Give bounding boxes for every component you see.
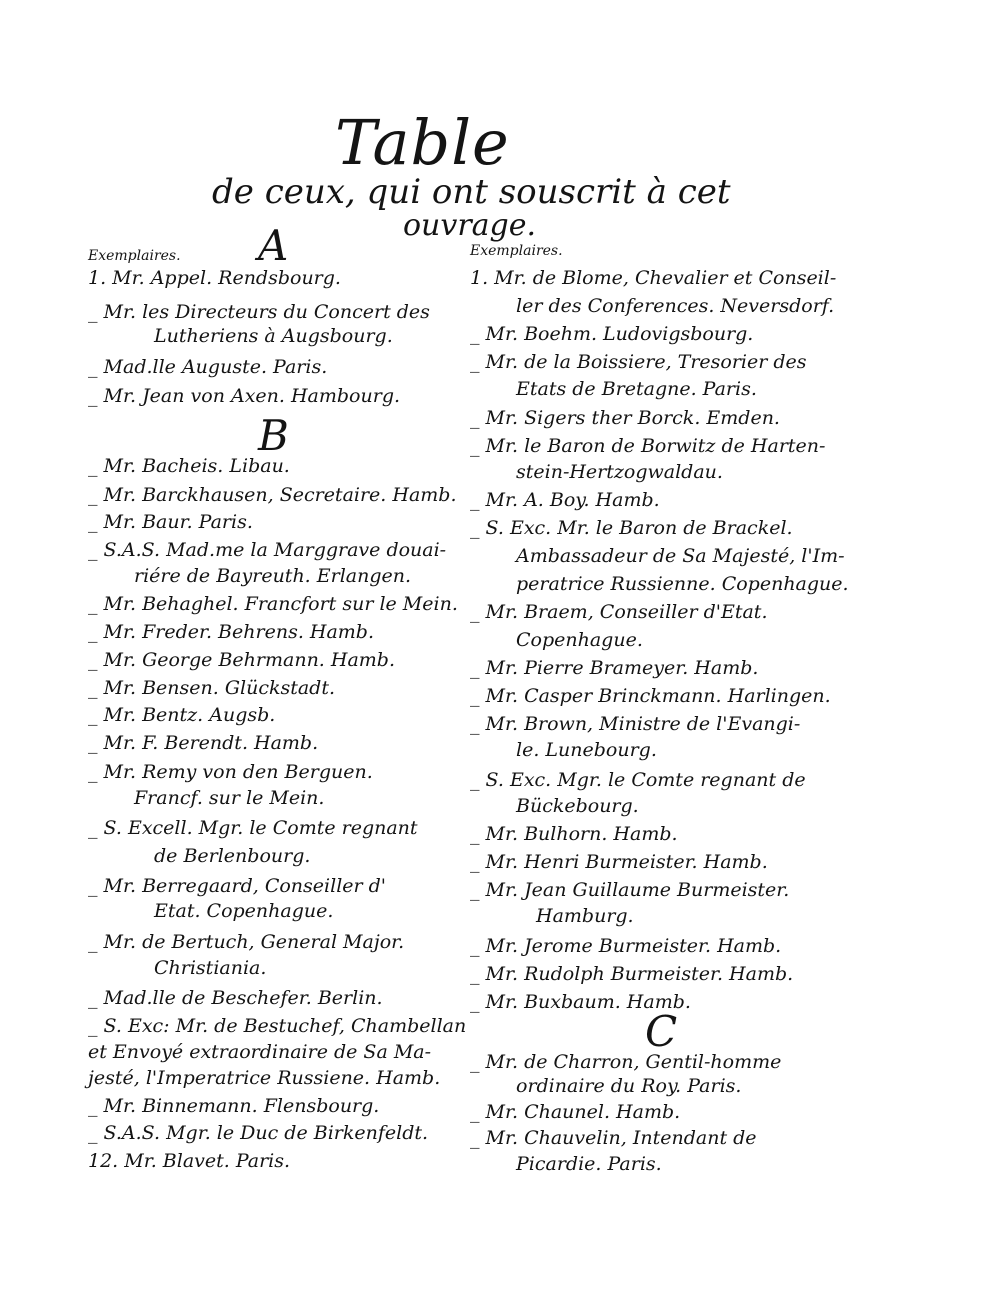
list-item-continuation: Christiania. xyxy=(154,957,267,979)
list-item: _ S. Exc: Mr. de Bestuchef, Chambellan xyxy=(88,1015,467,1037)
list-item-continuation: de Berlenbourg. xyxy=(154,845,311,867)
list-item: _ Mr. de Bertuch, General Major. xyxy=(88,931,405,953)
list-item: _ Mr. Jean von Axen. Hambourg. xyxy=(88,385,401,407)
list-item: _ Mr. les Directeurs du Concert des xyxy=(88,301,430,323)
list-item: _ Mr. de la Boissiere, Tresorier des xyxy=(470,351,807,373)
list-item: _ Mad.lle de Beschefer. Berlin. xyxy=(88,987,383,1009)
list-item: 1. Mr. Appel. Rendsbourg. xyxy=(88,267,341,289)
list-item-continuation: ler des Conferences. Neversdorf. xyxy=(516,295,835,317)
list-item: _ Mr. Boehm. Ludovigsbourg. xyxy=(470,323,754,345)
list-item: _ Mad.lle Auguste. Paris. xyxy=(88,356,328,378)
list-item-continuation: peratrice Russienne. Copenhague. xyxy=(516,573,849,595)
list-item: _ Mr. Bulhorn. Hamb. xyxy=(470,823,678,845)
list-item-continuation: Copenhague. xyxy=(516,629,643,651)
list-item: _ Mr. Bacheis. Libau. xyxy=(88,455,290,477)
list-item: _ S. Exc. Mgr. le Comte regnant de xyxy=(470,769,806,791)
list-item: _ Mr. Berregaard, Conseiller d' xyxy=(88,875,387,897)
right-column-header: Exemplaires. xyxy=(470,243,563,259)
list-item-continuation: Hamburg. xyxy=(536,905,634,927)
list-item: _ Mr. Chaunel. Hamb. xyxy=(470,1101,681,1123)
left-column-header: Exemplaires. xyxy=(88,248,181,264)
list-item: _ Mr. Henri Burmeister. Hamb. xyxy=(470,851,768,873)
list-item-continuation: Etat. Copenhague. xyxy=(154,900,334,922)
list-item-continuation: Lutheriens à Augsbourg. xyxy=(154,325,393,347)
list-item: _ S. Excell. Mgr. le Comte regnant xyxy=(88,817,418,839)
list-item: _ Mr. Behaghel. Francfort sur le Mein. xyxy=(88,593,458,615)
list-item: _ Mr. Bensen. Glückstadt. xyxy=(88,677,336,699)
list-item: 12. Mr. Blavet. Paris. xyxy=(88,1150,291,1172)
list-item: _ Mr. F. Berendt. Hamb. xyxy=(88,732,319,754)
list-item: _ Mr. Buxbaum. Hamb. xyxy=(470,991,691,1013)
list-item: _ Mr. Jerome Burmeister. Hamb. xyxy=(470,935,782,957)
list-item: _ Mr. Sigers ther Borck. Emden. xyxy=(470,407,780,429)
list-item: _ Mr. Binnemann. Flensbourg. xyxy=(88,1095,380,1117)
list-item: _ Mr. Chauvelin, Intendant de xyxy=(470,1127,757,1149)
list-item: _ S.A.S. Mgr. le Duc de Birkenfeldt. xyxy=(88,1122,429,1144)
list-item-continuation: et Envoyé extraordinaire de Sa Ma- xyxy=(88,1041,432,1063)
list-item: _ Mr. Pierre Brameyer. Hamb. xyxy=(470,657,759,679)
list-item: _ Mr. George Behrmann. Hamb. xyxy=(88,649,395,671)
list-item-continuation: riére de Bayreuth. Erlangen. xyxy=(134,565,412,587)
section-letter-c: C xyxy=(645,1007,678,1056)
list-item: _ Mr. Baur. Paris. xyxy=(88,511,253,533)
list-item: _ Mr. Braem, Conseiller d'Etat. xyxy=(470,601,768,623)
list-item-continuation: Picardie. Paris. xyxy=(516,1153,662,1175)
list-item: _ Mr. Bentz. Augsb. xyxy=(88,704,276,726)
list-item: _ Mr. Remy von den Berguen. xyxy=(88,761,373,783)
section-letter-a: A xyxy=(258,221,289,270)
page-subtitle: de ceux, qui ont souscrit à cet xyxy=(212,172,731,212)
list-item: _ Mr. Rudolph Burmeister. Hamb. xyxy=(470,963,794,985)
list-item: _ Mr. Barckhausen, Secretaire. Hamb. xyxy=(88,484,457,506)
list-item: _ Mr. Casper Brinckmann. Harlingen. xyxy=(470,685,831,707)
list-item-continuation: Ambassadeur de Sa Majesté, l'Im- xyxy=(516,545,845,567)
list-item: _ S.A.S. Mad.me la Marggrave douai- xyxy=(88,539,447,561)
list-item: _ Mr. Freder. Behrens. Hamb. xyxy=(88,621,375,643)
list-item: _ Mr. Brown, Ministre de l'Evangi- xyxy=(470,713,801,735)
list-item: 1. Mr. de Blome, Chevalier et Conseil- xyxy=(470,267,837,289)
list-item-continuation: jesté, l'Imperatrice Russiene. Hamb. xyxy=(88,1067,441,1089)
list-item: _ Mr. A. Boy. Hamb. xyxy=(470,489,660,511)
list-item-continuation: stein-Hertzogwaldau. xyxy=(516,461,723,483)
list-item: _ S. Exc. Mr. le Baron de Brackel. xyxy=(470,517,793,539)
page-subtitle-continued: ouvrage. xyxy=(403,208,537,243)
list-item-continuation: Bückebourg. xyxy=(516,795,639,817)
list-item-continuation: le. Lunebourg. xyxy=(516,739,657,761)
list-item: _ Mr. le Baron de Borwitz de Harten- xyxy=(470,435,826,457)
list-item: _ Mr. Jean Guillaume Burmeister. xyxy=(470,879,790,901)
list-item-continuation: Etats de Bretagne. Paris. xyxy=(516,378,757,400)
section-letter-b: B xyxy=(258,411,289,460)
list-item-continuation: ordinaire du Roy. Paris. xyxy=(516,1075,742,1097)
page-title: Table xyxy=(335,106,510,179)
list-item-continuation: Francf. sur le Mein. xyxy=(134,787,325,809)
list-item: _ Mr. de Charron, Gentil-homme xyxy=(470,1051,782,1073)
